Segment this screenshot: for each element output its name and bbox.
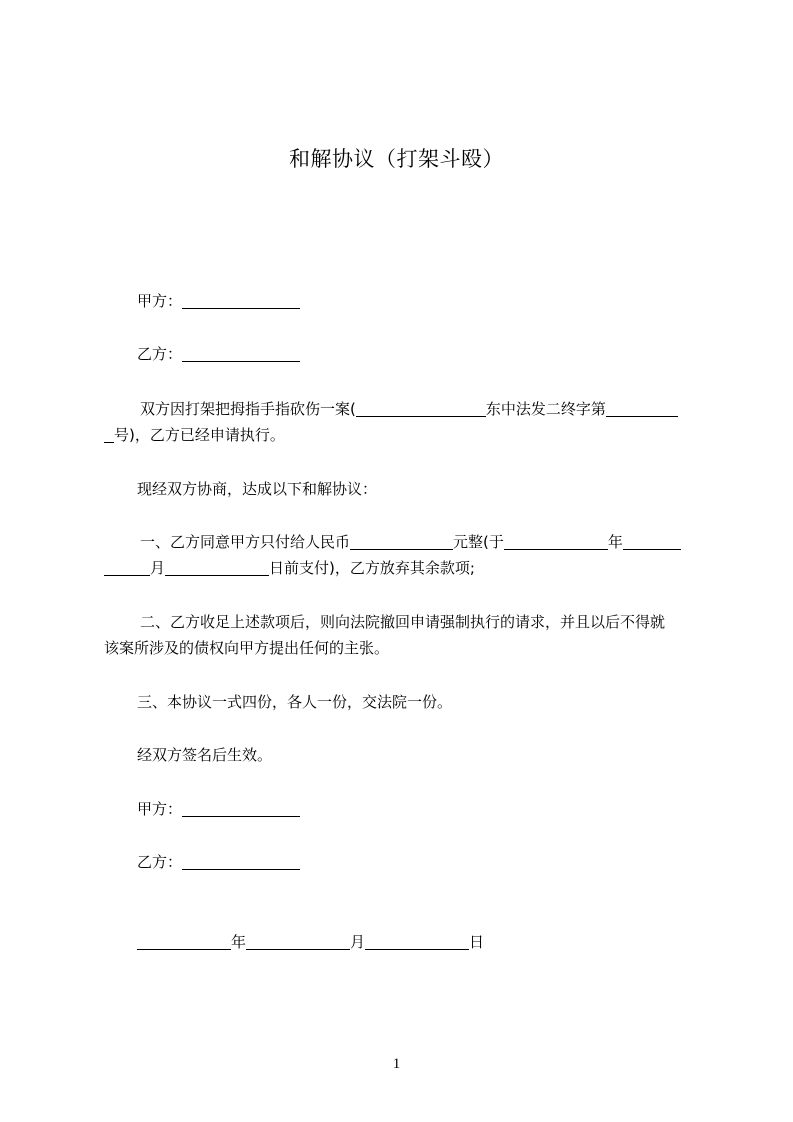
clause1-line1 <box>140 529 704 555</box>
sign-party-b-line <box>137 849 704 875</box>
clause3-line <box>137 689 704 715</box>
case-intro-text: 双方因打架把拇指手指砍伤一案( <box>140 400 356 418</box>
sign-party-a-line <box>137 796 704 822</box>
clause1-end: 日前支付)，乙方放弃其余款项; <box>269 559 475 577</box>
case-number-blank-3 <box>104 425 114 443</box>
page-number: 1 <box>392 1056 401 1072</box>
sign-party-b-label: 乙方： <box>137 853 183 871</box>
effective-text: 经双方签名后生效。 <box>137 746 273 764</box>
sign-party-a-blank <box>182 799 300 817</box>
pay-month-blank-2 <box>104 558 150 576</box>
clause2-line1-text: 二、乙方收足上述款项后，则向法院撤回申请强制执行的请求，并且以后不得就 <box>140 613 666 631</box>
clause3-text: 三、本协议一式四份，各人一份，交法院一份。 <box>137 693 453 711</box>
pay-month-blank-1 <box>623 532 681 550</box>
negotiation-text: 现经双方协商，达成以下和解协议： <box>137 480 378 498</box>
pay-day-blank <box>165 558 269 576</box>
clause2-line1 <box>140 609 704 635</box>
case-court-text: 东中法发二终字第 <box>485 400 606 418</box>
date-month-blank <box>246 932 350 950</box>
party-b-label: 乙方： <box>137 345 183 363</box>
negotiation-line <box>137 476 704 502</box>
case-intro-line1 <box>140 396 704 422</box>
clause1-line2 <box>104 555 704 581</box>
sign-party-a-label: 甲方： <box>137 800 183 818</box>
clause2-line2 <box>104 635 704 661</box>
date-day-blank <box>365 932 469 950</box>
clause1-year: 年 <box>607 533 623 551</box>
case-number-blank-2 <box>606 399 678 417</box>
case-number-suffix: 号)，乙方已经申请执行。 <box>114 426 285 444</box>
amount-blank <box>350 532 453 550</box>
pay-year-blank <box>504 532 608 550</box>
case-number-blank-1 <box>356 399 486 417</box>
effective-line <box>137 742 704 768</box>
party-a-label: 甲方： <box>137 292 183 310</box>
document-title: 和解协议（打架斗殴） <box>289 147 504 171</box>
clause1-part1: 一、乙方同意甲方只付给人民币 <box>140 533 351 551</box>
clause1-part2: 元整(于 <box>453 533 504 551</box>
clause2-line2-text: 该案所涉及的债权向甲方提出任何的主张。 <box>104 639 390 657</box>
date-line <box>137 929 704 955</box>
party-b-line <box>137 341 704 367</box>
party-a-line <box>137 288 704 314</box>
case-intro-line2 <box>104 422 704 448</box>
sign-party-b-blank <box>182 852 300 870</box>
party-b-blank <box>182 344 300 362</box>
date-month-label: 月 <box>350 933 366 951</box>
date-year-label: 年 <box>231 933 247 951</box>
clause1-month: 月 <box>150 559 166 577</box>
date-day-label: 日 <box>469 933 485 951</box>
date-year-blank <box>137 932 231 950</box>
party-a-blank <box>182 291 300 309</box>
